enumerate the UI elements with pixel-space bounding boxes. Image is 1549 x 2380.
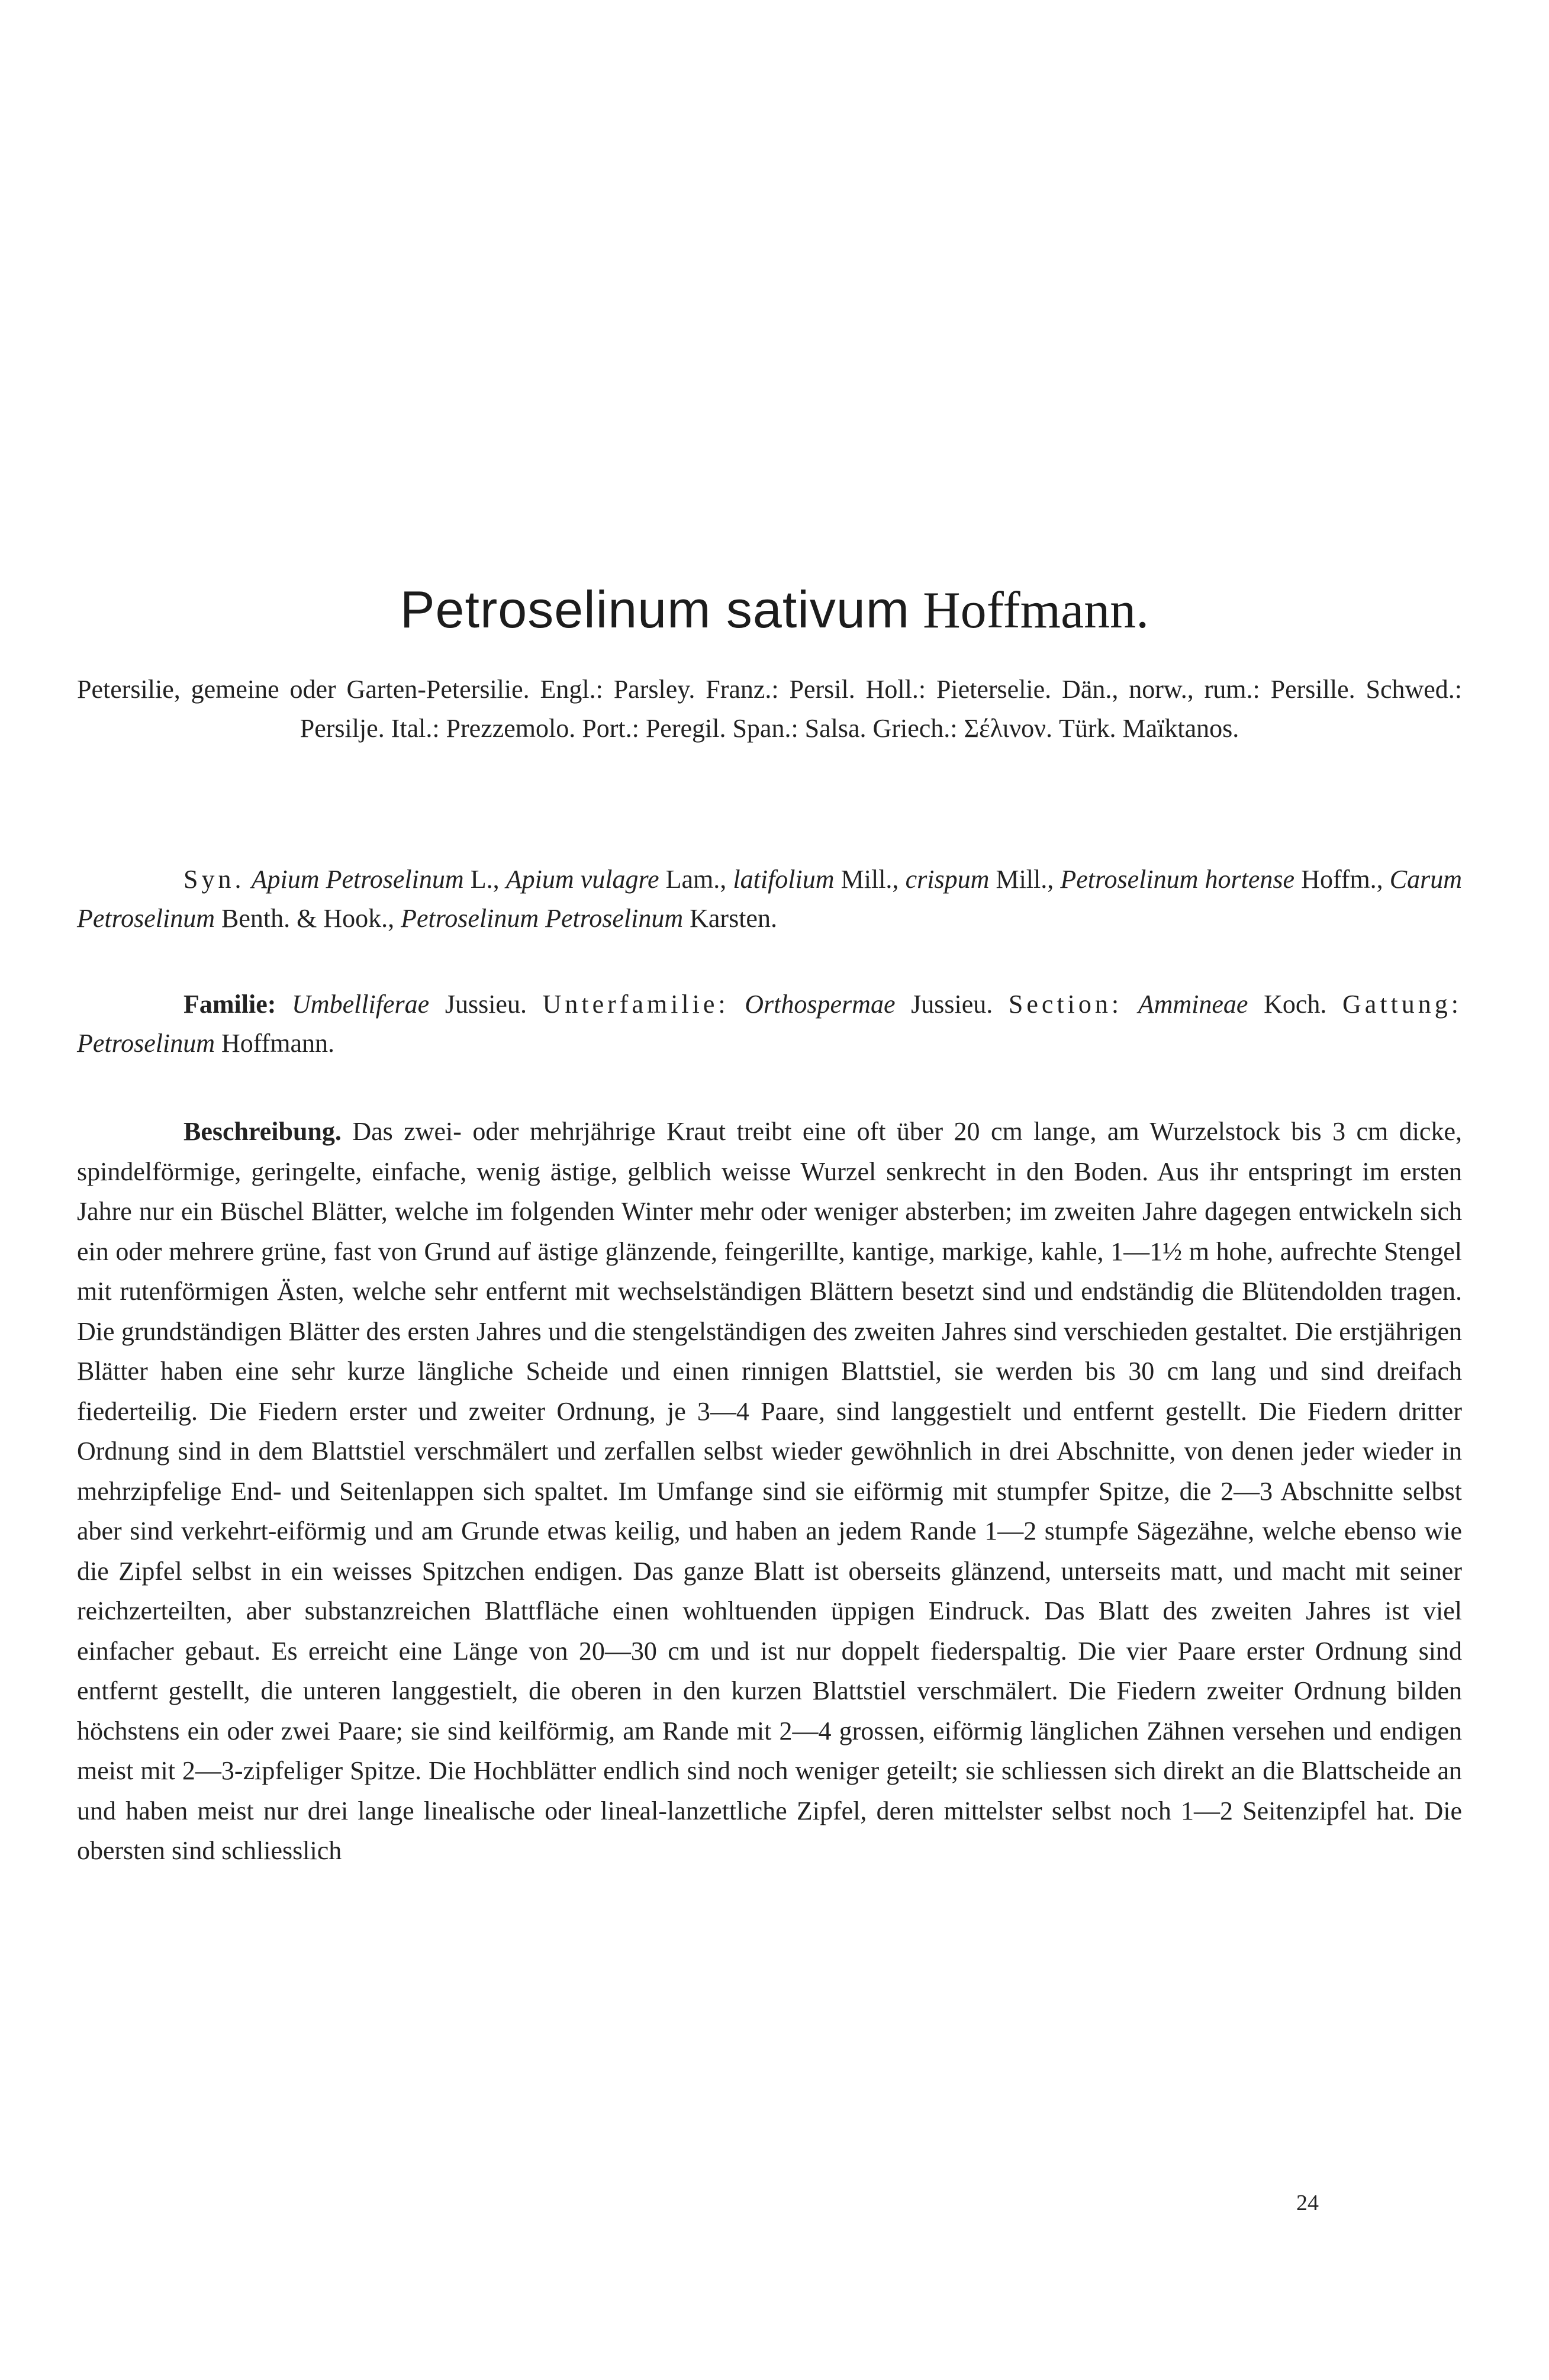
- synonym-6: Carum Petroselinum: [77, 865, 1463, 933]
- description-paragraph: [77, 1112, 1462, 1871]
- unterfamilie-name: Orthospermae: [745, 990, 896, 1019]
- unterfamilie-author: Jussieu.: [895, 990, 1009, 1019]
- synonym-7: Petroselinum Petroselinum: [401, 904, 684, 933]
- gattung-author: Hoffmann.: [215, 1029, 335, 1058]
- species-name: Petroselinum sativum: [400, 580, 910, 639]
- synonym-3-author: Mill.,: [834, 865, 906, 894]
- synonym-4-author: Mill.,: [989, 865, 1061, 894]
- synonym-2: Apium vulagre: [505, 865, 659, 894]
- classification-paragraph: [77, 985, 1462, 1063]
- familie-label: Familie:: [183, 990, 276, 1019]
- synonym-4: crispum: [905, 865, 990, 894]
- common-names-paragraph: Petersilie, gemeine oder Garten-Petersilie. Engl.: Parsley. Franz.: Persil. Holl.: Pieterselie. Dän., norw., rum.: Persille. Schwed.: Persilje. Ital.: Prezzemolo. Port.: Peregil. Span.: Salsa. Griech.: Σέλινον. Türk. Maïktanos.: [77, 675, 1462, 743]
- page-title: [71, 577, 1478, 643]
- section-label: Section:: [1008, 990, 1123, 1019]
- synonyms-label: Syn.: [183, 865, 245, 894]
- description-label: Beschreibung.: [183, 1117, 342, 1146]
- section-author: Koch.: [1248, 990, 1343, 1019]
- unterfamilie-label: Unterfamilie:: [542, 990, 729, 1019]
- species-author: Hoffmann.: [923, 582, 1149, 639]
- synonym-2-author: Lam.,: [659, 865, 733, 894]
- synonym-6-author: Benth. & Hook.,: [215, 904, 401, 933]
- familie-name: Umbelliferae: [292, 990, 430, 1019]
- synonym-5: Petroselinum hortense: [1060, 865, 1295, 894]
- synonym-7-author: Karsten.: [683, 904, 777, 933]
- synonym-1-author: L.,: [463, 865, 506, 894]
- page-number: 24: [1296, 2191, 1319, 2215]
- familie-author: Jussieu.: [429, 990, 543, 1019]
- synonym-5-author: Hoffm.,: [1294, 865, 1390, 894]
- synonyms-paragraph: [77, 860, 1462, 938]
- gattung-label: Gattung:: [1342, 990, 1463, 1019]
- section-name: Ammineae: [1138, 990, 1248, 1019]
- gattung-name: Petroselinum: [77, 1029, 215, 1058]
- synonym-1: Apium Petroselinum: [251, 865, 464, 894]
- description-text: Das zwei- oder mehrjährige Kraut treibt eine oft über 20 cm lange, am Wurzelstock bis 3 cm dicke, spindelförmige, geringelte, einfache, wenig ästige, gelblich weisse Wurzel senkrecht in den Boden. Aus ihr entspringt im ersten Jahre nur ein Büschel Blätter, welche im folgenden Winter mehr oder weniger absterben; im zweiten Jahre dagegen entwickeln sich ein oder mehrere grüne, fast von Grund auf ästige glänzende, feingerillte, kantige, markige, kahle, 1—1½ m hohe, aufrechte Stengel mit rutenförmigen Ästen, welche sehr entfernt mit wechselständigen Blättern besetzt sind und endständig die Blütendolden tragen. Die grundständigen Blätter des ersten Jahres und die stengelständigen des zweiten Jahres sind verschieden gestaltet. Die erstjährigen Blätter haben eine sehr kurze längliche Scheide und einen rinnigen Blattstiel, sie werden bis 30 cm lang und sind dreifach fiederteilig. Die Fiedern erster und zweiter Ordnung, je 3—4 Paare, sind langgestielt und entfernt gestellt. Die Fiedern dritter Ordnung sind in dem Blattstiel verschmälert und zerfallen selbst wieder gewöhnlich in drei Abschnitte, von denen jeder wieder in mehrzipfelige End- und Seitenlappen sich spaltet. Im Umfange sind sie eiförmig mit stumpfer Spitze, die 2—3 Abschnitte selbst aber sind verkehrt-eiförmig und am Grunde etwas keilig, und haben an jedem Rande 1—2 stumpfe Sägezähne, welche ebenso wie die Zipfel selbst in ein weisses Spitzchen endigen. Das ganze Blatt ist oberseits glänzend, unterseits matt, und macht mit seiner reichzerteilten, aber substanzreichen Blattfläche einen wohltuenden üppigen Eindruck. Das Blatt des zweiten Jahres ist viel einfacher gebaut. Es erreicht eine Länge von 20—30 cm und ist nur doppelt fiederspaltig. Die vier Paare erster Ordnung sind entfernt gestellt, die unteren langgestielt, die oberen in den kurzen Blattstiel verschmälert. Die Fiedern zweiter Ordnung bilden höchstens ein oder zwei Paare; sie sind keilförmig, am Rande mit 2—4 grossen, eiförmig länglichen Zähnen versehen und endigen meist mit 2—3-zipfeliger Spitze. Die Hochblätter endlich sind noch weniger geteilt; sie schliessen sich direkt an die Blattscheide an und haben meist nur drei lange linealische oder lineal-lanzettliche Zipfel, deren mittelster selbst noch 1—2 Seitenzipfel hat. Die obersten sind schliesslich: [77, 1117, 1462, 1865]
- synonym-3: latifolium: [733, 865, 835, 894]
